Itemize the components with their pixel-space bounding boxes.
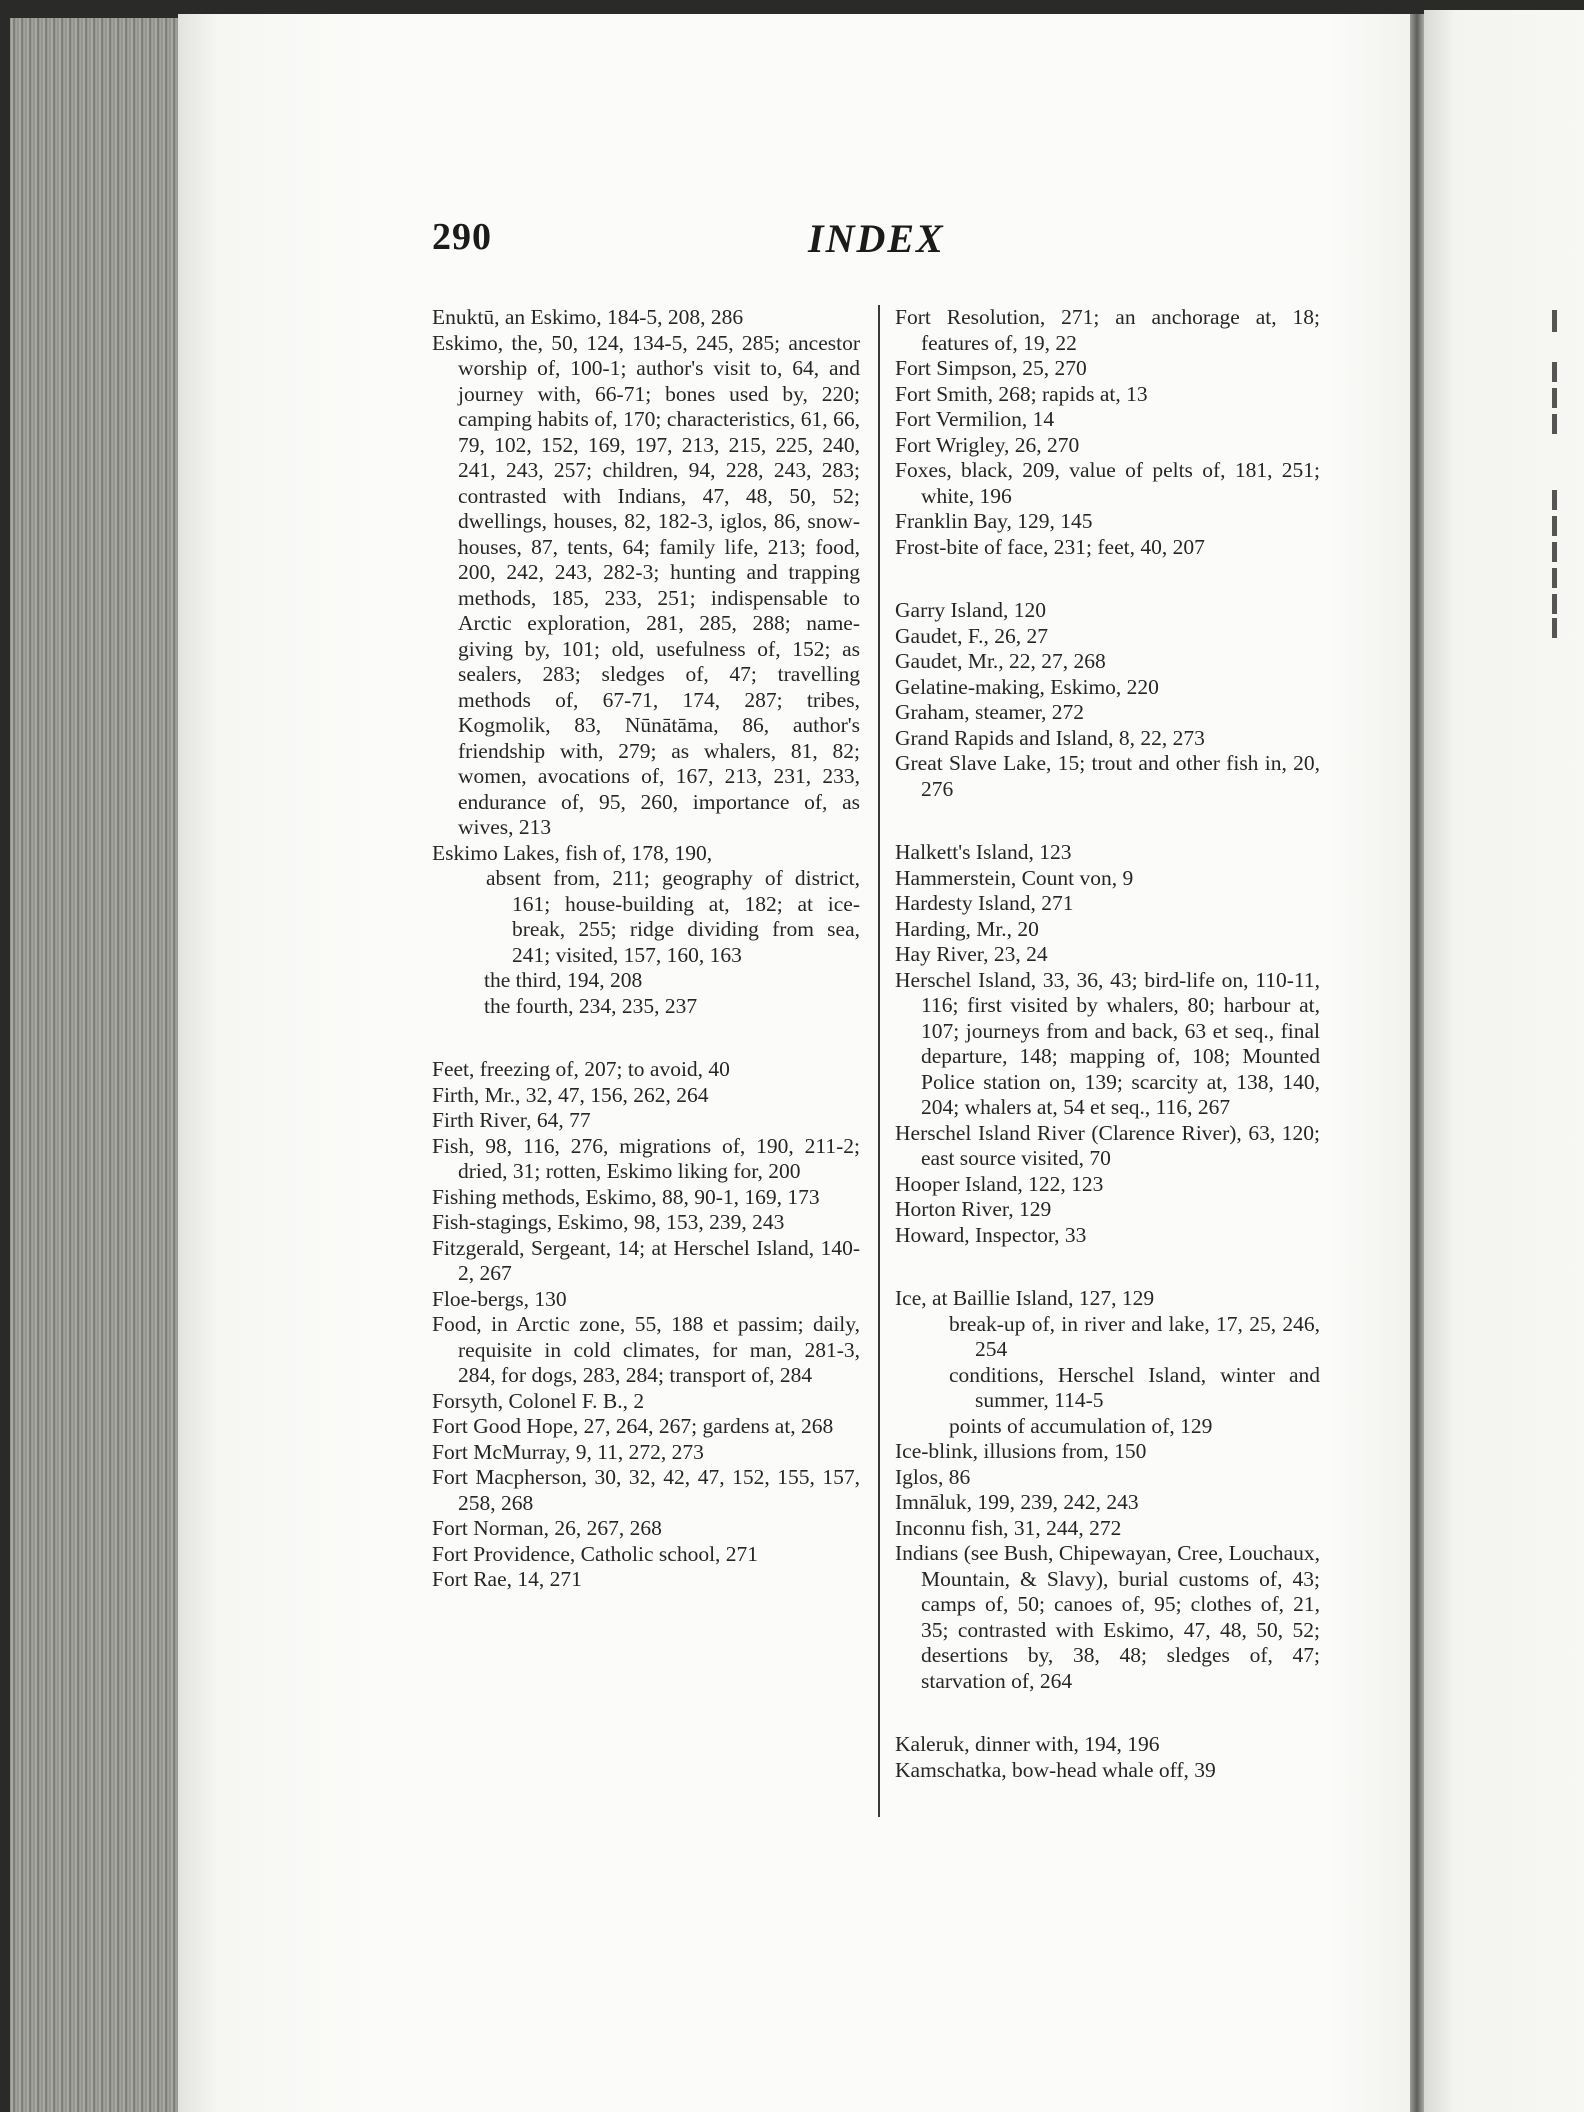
index-entry: Howard, Inspector, 33 — [895, 1222, 1087, 1247]
index-entry: Hay River, 23, 24 — [895, 942, 1048, 966]
page-title: INDEX — [808, 216, 945, 261]
index-entry: Indians (see Bush, Chipewayan, Cree, Louchaux, Mountain, & Slavy), burial customs of, 43; camps of, 50; canoes of, 95; clothes of, 21, 35; contrasted with Eskimo, 47, 48, 50, 52; desertions by, 38, 48; sledges of, 47; starvation of, 264 — [895, 1541, 1320, 1693]
index-entry: Gaudet, F., 26, 27 — [895, 623, 1048, 648]
index-subentry: points of accumulation of, 129 — [949, 1413, 1213, 1438]
facing-page-text-fragment — [1552, 542, 1557, 562]
index-entry: Ice, at Baillie Island, 127, 129 — [895, 1286, 1155, 1310]
index-entry: Feet, freezing of, 207; to avoid, 40 — [432, 1057, 730, 1081]
index-entry: Grand Rapids and Island, 8, 22, 273 — [895, 725, 1205, 750]
index-entry: Forsyth, Colonel F. B., 2 — [432, 1388, 645, 1413]
index-entry: Kaleruk, dinner with, 194, 196 — [895, 1732, 1160, 1756]
index-entry: Graham, steamer, 272 — [895, 700, 1084, 724]
index-subentry: absent from, 211; geography of district, 161; house-building at, 182; at ice-break, 255; ridge dividing from sea, 241; visited, 157, 160, 163 — [486, 866, 860, 967]
index-entry: Fishing methods, Eskimo, 88, 90-1, 169, 173 — [432, 1184, 820, 1209]
index-entry: Firth River, 64, 77 — [432, 1108, 591, 1132]
index-entry: Garry Island, 120 — [895, 598, 1047, 622]
index-entry: Eskimo Lakes, fish of, 178, 190, — [432, 840, 713, 865]
index-entry: Franklin Bay, 129, 145 — [895, 509, 1093, 533]
index-entry: Fort Wrigley, 26, 270 — [895, 432, 1080, 457]
facing-page-text-fragment — [1552, 388, 1557, 408]
book-gutter — [1410, 14, 1424, 2112]
letter-section-gap — [895, 1248, 1320, 1286]
index-entry: Frost-bite of face, 231; feet, 40, 207 — [895, 534, 1205, 559]
index-entry: Fitzgerald, Sergeant, 14; at Herschel Island, 140-2, 267 — [432, 1235, 860, 1285]
index-entry: Fish-stagings, Eskimo, 98, 153, 239, 243 — [432, 1210, 785, 1234]
index-subentry: the fourth, 234, 235, 237 — [484, 993, 698, 1018]
index-column-right — [895, 305, 1320, 1783]
index-entry: Fort Good Hope, 27, 264, 267; gardens at, 268 — [432, 1414, 834, 1438]
index-entry: Floe-bergs, 130 — [432, 1286, 567, 1311]
index-entry: Hammerstein, Count von, 9 — [895, 865, 1134, 890]
letter-section-gap — [895, 1694, 1320, 1732]
index-entry: Hardesty Island, 271 — [895, 891, 1074, 915]
facing-page-text-fragment — [1552, 568, 1557, 588]
facing-page-text-fragment — [1552, 594, 1557, 614]
index-entry: Gelatine-making, Eskimo, 220 — [895, 674, 1159, 699]
index-entry: Fort Providence, Catholic school, 271 — [432, 1541, 759, 1566]
index-entry: Inconnu fish, 31, 244, 272 — [895, 1515, 1122, 1540]
index-entry: Enuktū, an Eskimo, 184-5, 208, 286 — [432, 305, 744, 329]
index-entry: Fort Smith, 268; rapids at, 13 — [895, 381, 1148, 406]
column-divider — [878, 305, 880, 1817]
page-number: 290 — [432, 216, 492, 258]
letter-section-gap — [895, 802, 1320, 840]
index-entry: Fish, 98, 116, 276, migrations of, 190, 211-2; dried, 31; rotten, Eskimo liking for, 200 — [432, 1133, 860, 1183]
index-entry: Fort Simpson, 25, 270 — [895, 356, 1087, 380]
index-subentry: conditions, Herschel Island, winter and summer, 114-5 — [949, 1362, 1320, 1412]
facing-page-text-fragment — [1552, 310, 1557, 332]
index-subentry: break-up of, in river and lake, 17, 25, 246, 254 — [949, 1311, 1320, 1361]
index-entry: Ice-blink, illusions from, 150 — [895, 1439, 1147, 1463]
index-entry: Horton River, 129 — [895, 1197, 1052, 1221]
index-entry: Halkett's Island, 123 — [895, 840, 1072, 864]
index-entry: Hooper Island, 122, 123 — [895, 1171, 1104, 1196]
facing-page-text-fragment — [1552, 490, 1557, 510]
index-entry: Herschel Island, 33, 36, 43; bird-life on, 110-11, 116; first visited by whalers, 80; harbour at, 107; journeys from and back, 63 et seq., final departure, 148; mapping of, 108; Mounted Police station on, 139; scarcity at, 138, 140, 204; whalers at, 54 et seq., 116, 267 — [895, 967, 1320, 1119]
index-entry: Fort Macpherson, 30, 32, 42, 47, 152, 155, 157, 258, 268 — [432, 1465, 860, 1515]
index-entry: Herschel Island River (Clarence River), 63, 120; east source visited, 70 — [895, 1120, 1320, 1170]
index-entry: Iglos, 86 — [895, 1464, 971, 1489]
index-entry: Harding, Mr., 20 — [895, 916, 1039, 941]
facing-page-text-fragment — [1552, 618, 1557, 638]
index-entry: Fort Norman, 26, 267, 268 — [432, 1516, 662, 1540]
page-edges — [10, 18, 185, 2112]
letter-section-gap — [895, 560, 1320, 598]
index-column-left — [432, 305, 860, 1593]
facing-page — [1424, 10, 1584, 2112]
index-entry: Foxes, black, 209, value of pelts of, 181, 251; white, 196 — [895, 458, 1320, 508]
index-entry: Fort McMurray, 9, 11, 272, 273 — [432, 1439, 704, 1464]
index-entry: Fort Rae, 14, 271 — [432, 1567, 582, 1591]
index-entry: Fort Vermilion, 14 — [895, 407, 1055, 431]
index-entry: Food, in Arctic zone, 55, 188 et passim; daily, requisite in cold climates, for man, 281-3, 284, for dogs, 283, 284; transport of, 284 — [432, 1312, 860, 1387]
index-entry: Eskimo, the, 50, 124, 134-5, 245, 285; ancestor worship of, 100-1; author's visit to, 64, and journey with, 66-71; bones used by, 220; camping habits of, 170; characteristics, 61, 66, 79, 102, 152, 169, 197, 213, 215, 225, 240, 241, 243, 257; children, 94, 228, 243, 283; contrasted with Indians, 47, 48, 50, 52; dwellings, houses, 82, 182-3, iglos, 86, snow-houses, 87, tents, 64; family life, 213; food, 200, 242, 243, 282-3; hunting and trapping methods, 185, 233, 251; indispensable to Arctic exploration, 281, 285, 288; name-giving by, 101; old, usefulness of, 152; as sealers, 283; sledges of, 47; travelling methods of, 67-71, 174, 287; tribes, Kogmolik, 83, Nūnātāma, 86, author's friendship with, 279; as whalers, 81, 82; women, avocations of, 167, 213, 231, 233, endurance of, 95, 260, importance of, as wives, 213 — [432, 330, 860, 839]
index-entry: Firth, Mr., 32, 47, 156, 262, 264 — [432, 1082, 709, 1107]
letter-section-gap — [432, 1019, 860, 1057]
index-entry: Kamschatka, bow-head whale off, 39 — [895, 1757, 1216, 1782]
facing-page-text-fragment — [1552, 516, 1557, 536]
index-entry: Imnāluk, 199, 239, 242, 243 — [895, 1490, 1139, 1514]
index-subentry: the third, 194, 208 — [484, 968, 643, 992]
index-entry: Fort Resolution, 271; an anchorage at, 18; features of, 19, 22 — [895, 305, 1320, 355]
index-entry: Gaudet, Mr., 22, 27, 268 — [895, 649, 1106, 673]
facing-page-text-fragment — [1552, 414, 1557, 434]
index-entry: Great Slave Lake, 15; trout and other fish in, 20, 276 — [895, 751, 1320, 801]
facing-page-text-fragment — [1552, 362, 1557, 382]
